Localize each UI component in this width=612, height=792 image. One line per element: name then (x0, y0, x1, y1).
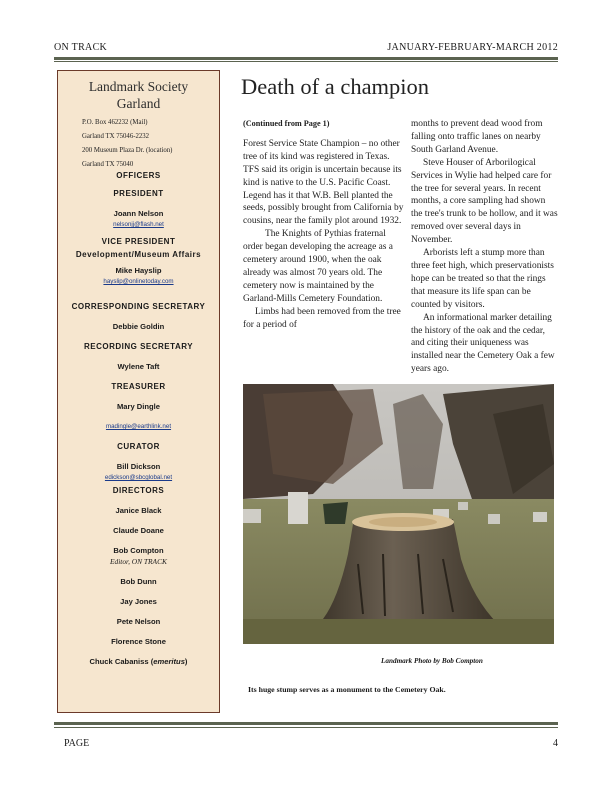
issue-date: JANUARY-FEBRUARY-MARCH 2012 (387, 42, 558, 53)
article-column-1 (243, 118, 405, 332)
page-label: PAGE (64, 738, 90, 749)
corresponding-secretary-heading: CORRESPONDING SECRETARY (71, 302, 206, 311)
paragraph: Steve Houser of Arborilogical Services in Wylie had helped care for the tree for several years. In recent months, a core sampling had shown the tree's trunk to be hollow, and it was removed over several days in November. (411, 157, 558, 246)
newsletter-name: ON TRACK (54, 42, 108, 53)
footer-rule (54, 722, 558, 725)
paragraph: Forest Service State Champion – no other tree of its kind was registered in Texas. TFS said its origin is uncertain because its kind is native to the U.S. Pacific Coast. Legend has it that W.B. Bell planted the seeds, possibly brought from California by cousins, near the family plot around 1932. (243, 138, 404, 227)
org-name: Landmark Society Garland (88, 79, 189, 111)
director-name: Janice Black (115, 506, 162, 515)
emeritus-label: emeritus (153, 657, 185, 666)
recording-secretary-heading: RECORDING SECRETARY (83, 342, 194, 351)
director-name: Bob Compton (113, 546, 164, 555)
paragraph: months to prevent dead wood from falling onto traffic lanes on nearby South Garland Avenue. (411, 119, 543, 155)
stump-photo (243, 384, 554, 644)
officers-heading: OFFICERS (116, 171, 161, 180)
address-line: Garland TX 75046-2232 (82, 133, 150, 140)
corresponding-secretary-name: Debbie Goldin (112, 322, 165, 331)
paragraph: Arborists left a stump more than three feet high, which preservationists hope can be treated so that the rings that measure its life span can be counted by visitors. (411, 248, 554, 310)
header-rule (54, 57, 558, 60)
org-address (82, 116, 219, 172)
paragraph: An informational marker detailing the history of the oak and the cedar, and citing their uniqueness was installed near the Cemetery Oak a few years ago. (411, 312, 555, 375)
curator-heading: CURATOR (117, 442, 160, 451)
address-line: 200 Museum Plaza Dr. (location) (82, 147, 173, 154)
footer-rule-thin (54, 727, 558, 728)
address-line: P.O. Box 462232 (Mail) (82, 119, 148, 126)
recording-secretary-name: Wylene Taft (117, 362, 160, 371)
officer-list (58, 170, 219, 672)
header-rule-thin (54, 61, 558, 62)
director-name: Pete Nelson (116, 617, 161, 626)
treasurer-email-link[interactable]: madingle@earthlink.net (105, 423, 172, 430)
president-email-link[interactable]: nelsonjj@flash.net (113, 221, 164, 228)
director-name: Claude Doane (113, 526, 164, 535)
director-name: Bob Dunn (120, 577, 157, 586)
vp-email-link[interactable]: hayslip@onlinetoday.com (103, 278, 174, 285)
editor-note: Editor, ON TRACK (110, 557, 167, 566)
vp-heading-sub: Development/Museum Affairs (75, 250, 202, 259)
director-emeritus: Chuck Cabaniss (emeritus) (89, 657, 188, 666)
officers-sidebar (57, 70, 220, 713)
article-column-2 (411, 118, 558, 376)
article-title: Death of a champion (241, 74, 430, 99)
president-heading: PRESIDENT (113, 189, 164, 198)
photo-credit: Landmark Photo by Bob Compton (381, 657, 483, 665)
directors-heading: DIRECTORS (112, 486, 165, 495)
director-name: Jay Jones (120, 597, 157, 606)
director-name: Florence Stone (111, 637, 166, 646)
photo-caption: Its huge stump serves as a monument to the Cemetery Oak. (248, 685, 446, 694)
paragraph: The Knights of Pythias fraternal order began developing the acreage as a cemetery around 1900, when the oak already was almost 70 years old. The cemetery now is maintained by the Garland-Mills Cemetery Foundation. (243, 229, 393, 304)
address-line: Garland TX 75040 (82, 161, 134, 168)
curator-name: Bill Dickson (116, 462, 161, 471)
page-number: 4 (553, 738, 558, 749)
continued-note: (Continued from Page 1) (243, 119, 330, 128)
curator-email-link[interactable]: edickson@sbcglobal.net (104, 474, 173, 481)
president-name: Joann Nelson (113, 209, 164, 218)
treasurer-heading: TREASURER (111, 382, 166, 391)
vp-heading: VICE PRESIDENT (101, 237, 176, 246)
treasurer-name: Mary Dingle (116, 402, 161, 411)
paragraph: Limbs had been removed from the tree for a period of (243, 306, 401, 330)
vp-name: Mike Hayslip (115, 266, 162, 275)
